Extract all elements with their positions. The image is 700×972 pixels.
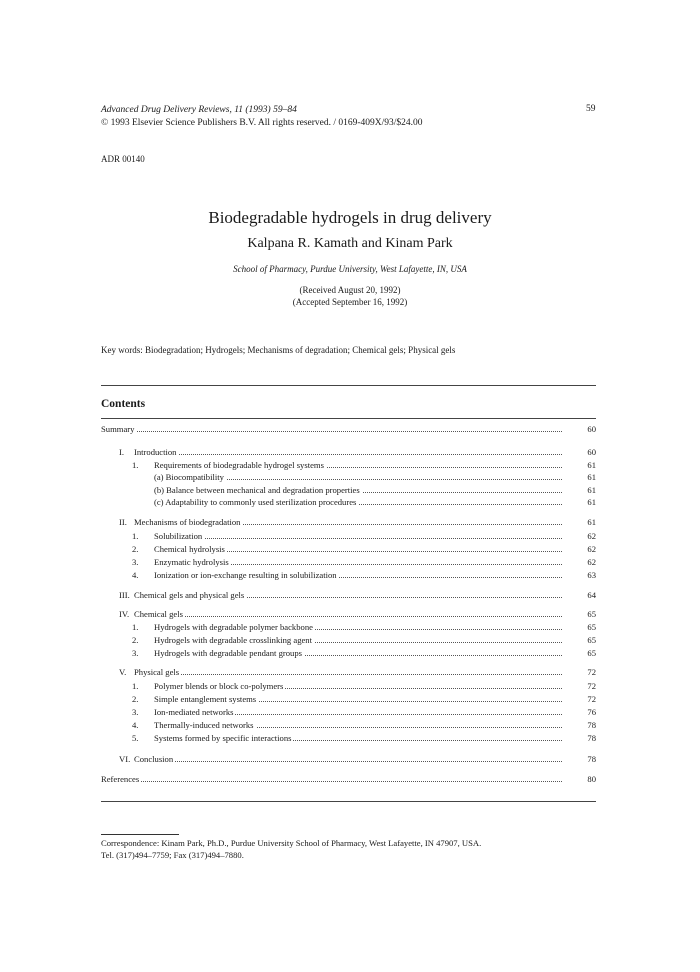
toc-entry-number: IV. <box>119 609 130 619</box>
contents-top-rule <box>101 418 596 419</box>
toc-entry <box>101 471 596 483</box>
toc-entry-label: Thermally-induced networks <box>154 720 254 730</box>
toc-entry-page: 60 <box>587 424 596 434</box>
toc-dot-leader <box>101 431 562 432</box>
toc-entry-label: References <box>101 774 140 784</box>
toc-entry-label: Physical gels <box>134 667 180 677</box>
toc-entry-number: 2. <box>132 694 139 704</box>
toc-entry <box>101 647 596 659</box>
toc-entry-number: 3. <box>132 707 139 717</box>
toc-entry-label: Chemical gels and physical gels <box>134 590 245 600</box>
toc-entry-page: 72 <box>587 667 596 677</box>
toc-entry-number: I. <box>119 447 125 457</box>
toc-entry-number: 2. <box>132 544 139 554</box>
journal-citation: Advanced Drug Delivery Reviews, 11 (1993) 59–84 <box>101 105 297 115</box>
toc-entry-label: Hydrogels with degradable polymer backbone <box>154 622 313 632</box>
toc-entry <box>101 706 596 718</box>
toc-entry-label: Chemical hydrolysis <box>154 544 225 554</box>
toc-entry <box>101 680 596 692</box>
article-title: Biodegradable hydrogels in drug delivery <box>208 208 492 227</box>
toc-entry <box>101 719 596 731</box>
toc-entry-page: 65 <box>587 635 596 645</box>
toc-entry-page: 60 <box>587 447 596 457</box>
toc-entry-label: Systems formed by specific interactions <box>154 733 292 743</box>
toc-entry-number: V. <box>119 667 127 677</box>
toc-entry-number: 4. <box>132 720 139 730</box>
toc-entry-label: (a) Biocompatibility <box>154 472 224 482</box>
toc-entry <box>101 589 596 601</box>
toc-entry-number: 3. <box>132 557 139 567</box>
toc-entry-label: Polymer blends or block co-polymers <box>154 681 284 691</box>
toc-entry-number: 2. <box>132 635 139 645</box>
toc-entry-page: 72 <box>587 681 596 691</box>
toc-entry <box>101 693 596 705</box>
toc-entry <box>101 753 596 765</box>
toc-entry <box>101 530 596 542</box>
toc-entry-number: VI. <box>119 754 131 764</box>
toc-entry-label: Requirements of biodegradable hydrogel systems <box>154 460 324 470</box>
keywords: Key words: Biodegradation; Hydrogels; Mechanisms of degradation; Chemical gels; Physical gels <box>101 345 456 355</box>
footnote-rule <box>101 834 179 835</box>
toc-entry-page: 62 <box>587 544 596 554</box>
toc-dot-leader <box>134 454 562 455</box>
toc-entry <box>101 732 596 744</box>
toc-entry-page: 65 <box>587 648 596 658</box>
toc-entry-page: 61 <box>587 472 596 482</box>
toc-entry-page: 61 <box>587 485 596 495</box>
toc-entry-number: II. <box>119 517 127 527</box>
toc-entry-label: Mechanisms of biodegradation <box>134 517 241 527</box>
toc-entry-label: Hydrogels with degradable crosslinking agent <box>154 635 312 645</box>
journal-header <box>101 104 423 130</box>
toc-entry-label: Conclusion <box>134 754 174 764</box>
toc-entry-label: Enzymatic hydrolysis <box>154 557 229 567</box>
toc-entry-number: III. <box>119 590 130 600</box>
received-dates <box>0 284 700 308</box>
copyright-line: © 1993 Elsevier Science Publishers B.V. All rights reserved. / 0169-409X/93/$24.00 <box>101 118 423 128</box>
toc-entry-page: 61 <box>587 517 596 527</box>
toc-entry-page: 72 <box>587 694 596 704</box>
toc-dot-leader <box>101 781 562 782</box>
received-date: (Received August 20, 1992) <box>299 285 401 295</box>
toc-entry <box>101 459 596 471</box>
toc-dot-leader <box>134 616 562 617</box>
toc-entry-label: Summary <box>101 424 135 434</box>
toc-entry <box>101 634 596 646</box>
toc-entry-label: Simple entanglement systems <box>154 694 257 704</box>
footnote-line-1: Correspondence: Kinam Park, Ph.D., Purdue University School of Pharmacy, West Lafayette, IN 47907, USA. <box>101 838 482 848</box>
toc-entry-number: 1. <box>132 681 139 691</box>
footnote-line-2: Tel. (317)494–7759; Fax (317)494–7880. <box>101 850 244 860</box>
contents-heading: Contents <box>101 398 146 410</box>
toc-entry-label: Ion-mediated networks <box>154 707 234 717</box>
toc-entry-label: Chemical gels <box>134 609 183 619</box>
toc-entry-page: 78 <box>587 733 596 743</box>
contents-bottom-rule <box>101 801 596 802</box>
accepted-date: (Accepted September 16, 1992) <box>292 297 408 307</box>
toc-dot-leader <box>134 761 562 762</box>
correspondence-footnote <box>101 837 481 861</box>
toc-entry <box>101 666 596 678</box>
toc-entry-page: 65 <box>587 622 596 632</box>
toc-entry-page: 64 <box>587 590 596 600</box>
toc-entry-page: 78 <box>587 720 596 730</box>
toc-entry-number: 1. <box>132 531 139 541</box>
toc-entry-number: 3. <box>132 648 139 658</box>
author-affiliation: School of Pharmacy, Purdue University, West Lafayette, IN, USA <box>233 264 467 274</box>
toc-entry-page: 61 <box>587 497 596 507</box>
toc-entry-number: 1. <box>132 622 139 632</box>
toc-entry-page: 65 <box>587 609 596 619</box>
toc-entry-page: 78 <box>587 754 596 764</box>
toc-entry <box>101 496 596 508</box>
toc-entry-page: 76 <box>587 707 596 717</box>
toc-entry <box>101 446 596 458</box>
toc-dot-leader <box>134 674 562 675</box>
toc-entry-label: Ionization or ion-exchange resulting in solubilization <box>154 570 337 580</box>
toc-entry-page: 62 <box>587 557 596 567</box>
toc-entry-page: 80 <box>587 774 596 784</box>
toc-entry-page: 61 <box>587 460 596 470</box>
toc-entry <box>101 516 596 528</box>
page-number: 59 <box>586 104 596 114</box>
toc-entry-page: 63 <box>587 570 596 580</box>
article-authors: Kalpana R. Kamath and Kinam Park <box>247 236 453 251</box>
toc-entry <box>101 569 596 581</box>
toc-entry <box>101 773 596 785</box>
toc-entry <box>101 621 596 633</box>
toc-entry <box>101 484 596 496</box>
article-code: ADR 00140 <box>101 154 145 164</box>
toc-entry-page: 62 <box>587 531 596 541</box>
toc-entry-label: Introduction <box>134 447 177 457</box>
toc-entry-label: Hydrogels with degradable pendant groups <box>154 648 302 658</box>
toc-entry-label: (b) Balance between mechanical and degradation properties <box>154 485 360 495</box>
toc-entry <box>101 556 596 568</box>
toc-entry-number: 4. <box>132 570 139 580</box>
toc-dot-leader <box>154 538 562 539</box>
toc-entry-label: Solubilization <box>154 531 203 541</box>
toc-entry-number: 1. <box>132 460 139 470</box>
toc-entry <box>101 543 596 555</box>
toc-entry-number: 5. <box>132 733 139 743</box>
top-divider <box>101 385 596 386</box>
toc-entry-label: (c) Adaptability to commonly used sterilization procedures <box>154 497 357 507</box>
toc-entry <box>101 423 596 435</box>
toc-entry <box>101 608 596 620</box>
